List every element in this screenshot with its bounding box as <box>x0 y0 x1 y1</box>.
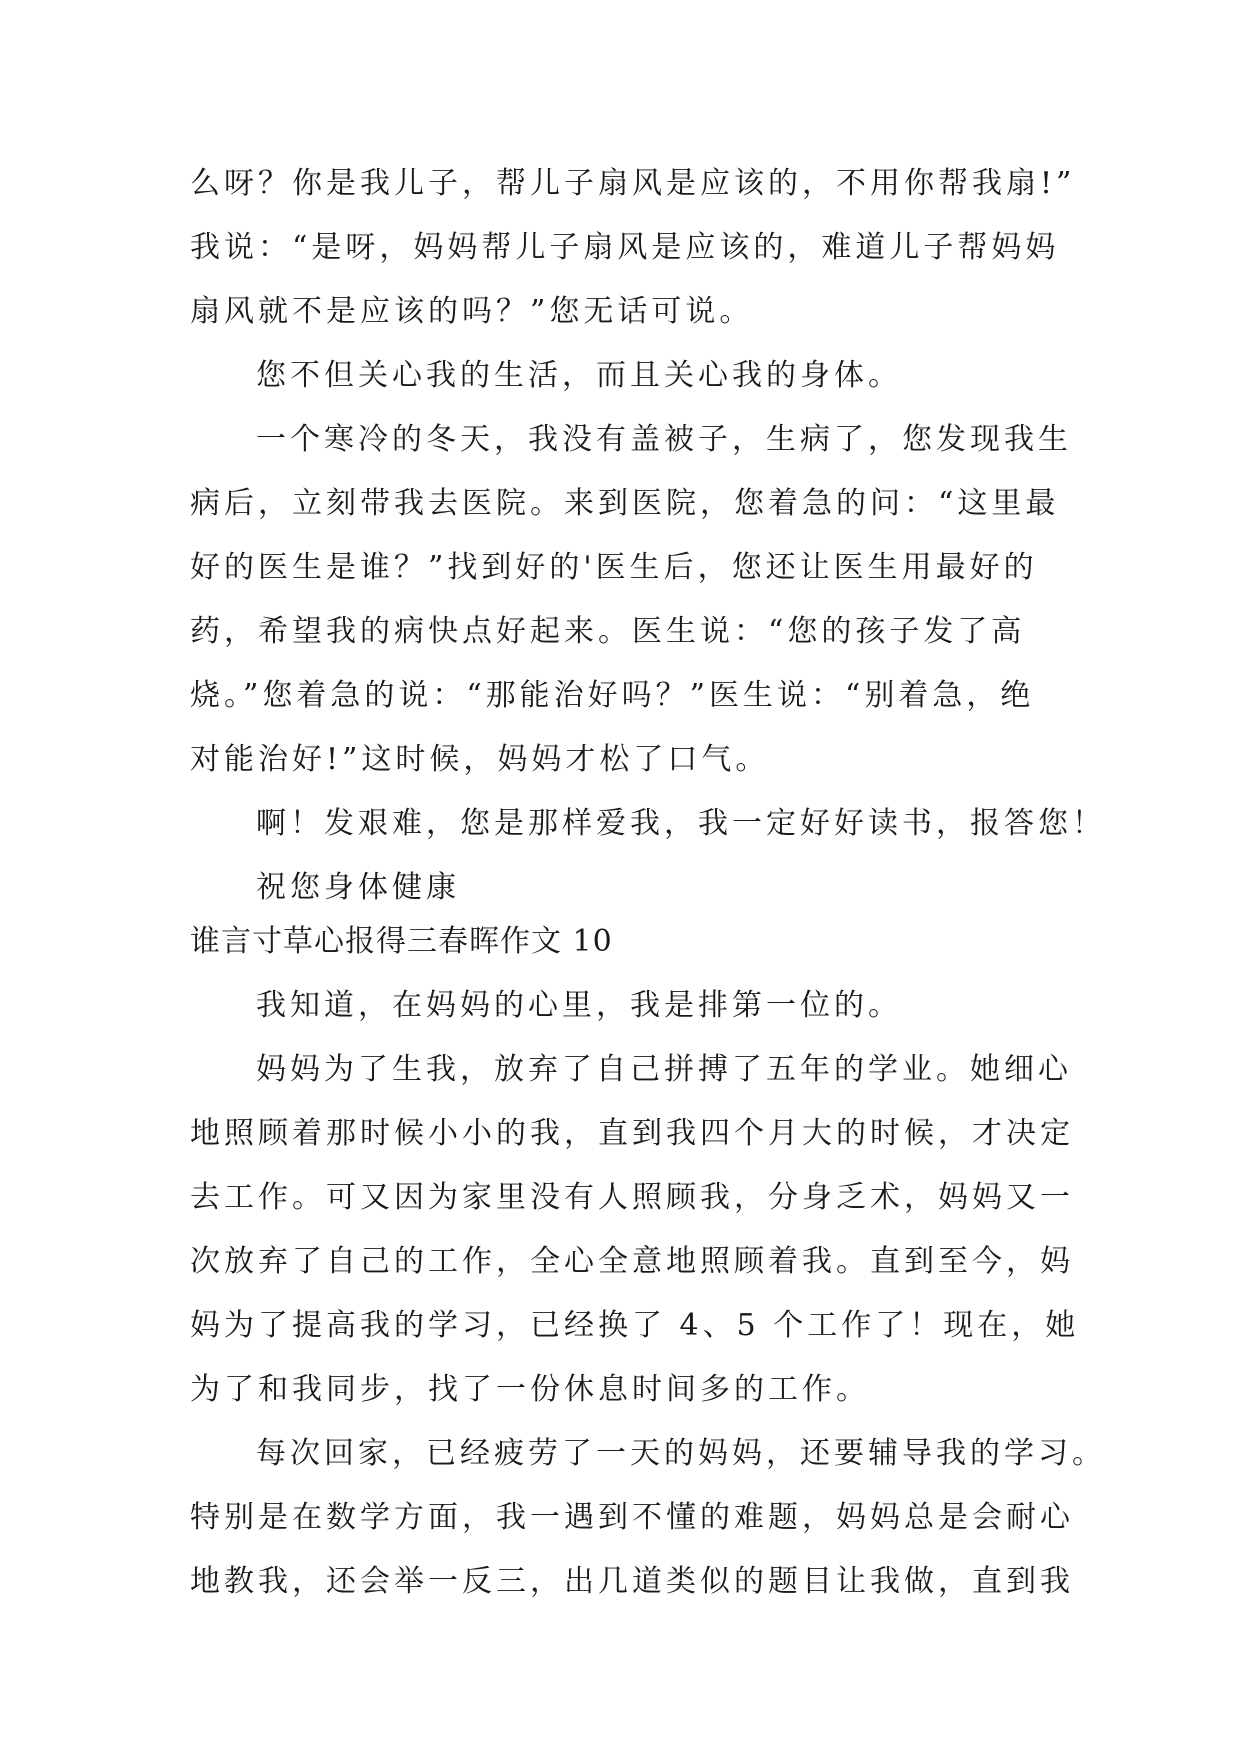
text-line: 地照顾着那时候小小的我，直到我四个月大的时候，才决定 <box>190 1116 1074 1151</box>
text-line: 我说：“是呀，妈妈帮儿子扇风是应该的，难道儿子帮妈妈 <box>190 230 1060 265</box>
text-line: 好的医生是谁？”找到好的'医生后，您还让医生用最好的 <box>190 550 1038 585</box>
text-line: 次放弃了自己的工作，全心全意地照顾着我。直到至今，妈 <box>190 1244 1074 1279</box>
text-line: 扇风就不是应该的吗？”您无话可说。 <box>190 294 754 329</box>
text-line: 对能治好!”这时候，妈妈才松了口气。 <box>190 742 770 777</box>
text-line: 去工作。可又因为家里没有人照顾我，分身乏术，妈妈又一 <box>190 1180 1074 1215</box>
text-line: 烧。”您着急的说：“那能治好吗？”医生说：“别着急，绝 <box>190 678 1035 713</box>
text-line: 病后，立刻带我去医院。来到医院，您着急的问：“这里最 <box>190 486 1060 521</box>
paragraph-start: 您不但关心我的生活，而且关心我的身体。 <box>256 358 902 393</box>
text-line: 特别是在数学方面，我一遇到不懂的难题，妈妈总是会耐心 <box>190 1500 1074 1535</box>
text-block-1 <box>190 152 1106 920</box>
text-line: 么呀？你是我儿子，帮儿子扇风是应该的，不用你帮我扇!” <box>190 166 1076 201</box>
section-heading: 谁言寸草心报得三春晖作文 10 <box>190 924 613 959</box>
paragraph-start: 妈妈为了生我，放弃了自己拼搏了五年的学业。她细心 <box>256 1052 1072 1087</box>
text-line: 为了和我同步，找了一份休息时间多的工作。 <box>190 1372 870 1407</box>
text-line: 药，希望我的病快点好起来。医生说：“您的孩子发了高 <box>190 614 1026 649</box>
text-line: 地教我，还会举一反三，出几道类似的题目让我做，直到我 <box>190 1564 1074 1599</box>
text-line: 妈为了提高我的学习，已经换了 4、5 个工作了！现在，她 <box>190 1308 1080 1343</box>
paragraph-start: 啊！发艰难，您是那样爱我，我一定好好读书，报答您！ <box>256 806 1106 841</box>
text-block-2 <box>190 974 1106 1614</box>
paragraph-start: 每次回家，已经疲劳了一天的妈妈，还要辅导我的学习。 <box>256 1436 1106 1471</box>
closing-line: 祝您身体健康 <box>256 870 460 905</box>
paragraph-start: 一个寒冷的冬天，我没有盖被子，生病了，您发现我生 <box>256 422 1072 457</box>
paragraph-start: 我知道，在妈妈的心里，我是排第一位的。 <box>256 988 902 1023</box>
